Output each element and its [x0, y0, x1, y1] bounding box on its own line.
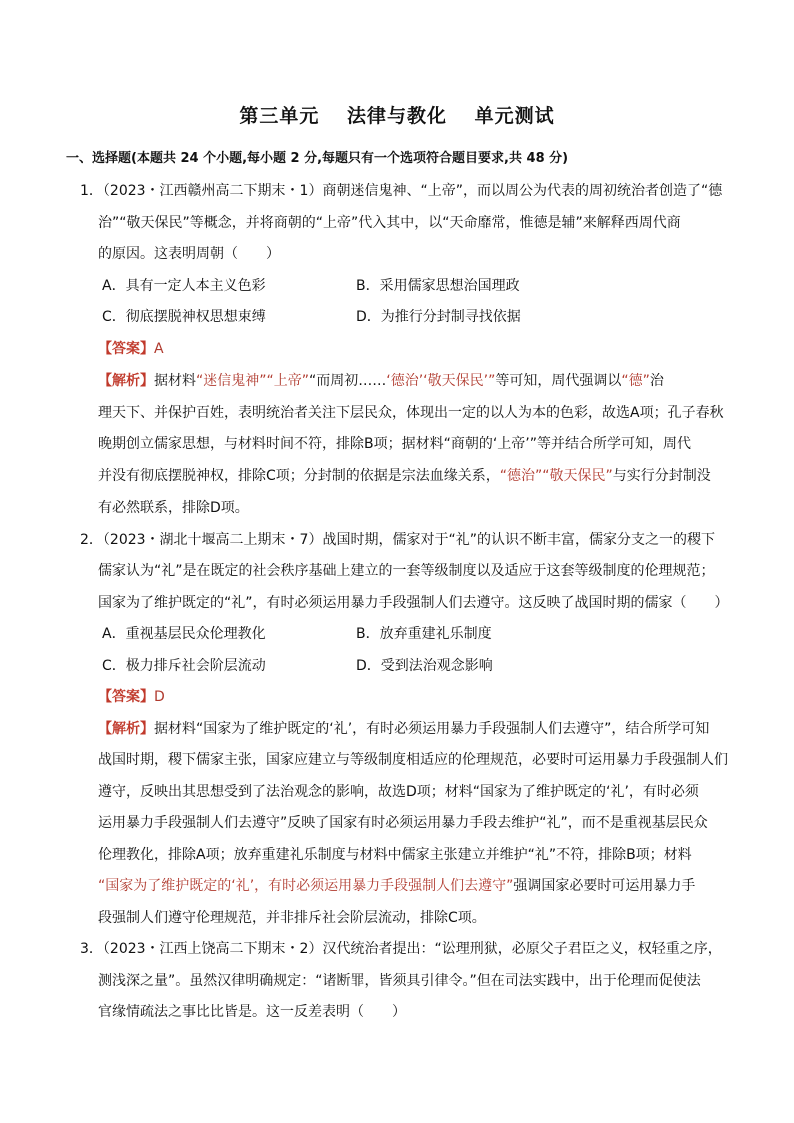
q2-analysis-text: 强调国家必要时可运用暴力手	[513, 878, 696, 894]
q2-option-c: C．极力排斥社会阶层流动	[102, 658, 266, 674]
title-unit: 第三单元	[239, 105, 320, 127]
q1-analysis-text: 与实行分封制没	[612, 468, 711, 484]
q1-answer	[98, 338, 164, 360]
q1-analysis-quote: “德治”“敬天保民”	[499, 468, 613, 484]
q1-analysis-line-4	[98, 465, 711, 487]
q1-stem-line-2: 治”“敬天保民”等概念，并将商朝的“上帝”代入其中，以“天命靡常，惟德是辅”来解释西周代商	[98, 215, 681, 231]
q1-option-a: A．具有一定人本主义色彩	[102, 278, 266, 294]
q2-option-a: A．重视基层民众伦理教化	[102, 626, 266, 642]
q2-analysis-line-2: 战国时期，稷下儒家主张，国家应建立与等级制度相适应的伦理规范，必要时可运用暴力手段强制人们	[98, 752, 728, 768]
q2-analysis-tag: 【解析】	[98, 721, 154, 737]
q2-option-d: D．受到法治观念影响	[356, 658, 493, 674]
title-test: 单元测试	[474, 105, 555, 127]
q1-stem-line-1: 1．（2023・江西赣州高二下期末・1）商朝迷信鬼神、“上帝”，而以周公为代表的周初统治者创造了“德	[80, 183, 723, 199]
q1-stem-line-3: 的原因。这表明周朝（ ）	[98, 246, 280, 262]
q1-analysis-line-2: 理天下、并保护百姓，表明统治者关注下层民众，体现出一定的以人为本的色彩，故选A项；孔子春秋	[98, 405, 724, 421]
q1-analysis-text: 并没有彻底摆脱神权，排除C项；分封制的依据是宗法血缘关系，	[98, 468, 500, 484]
q2-answer-value: D	[154, 689, 165, 705]
page-title	[0, 101, 794, 128]
q2-option-b: B．放弃重建礼乐制度	[356, 626, 492, 642]
q2-stem-line-3: 国家为了维护既定的“礼”，有时必须运用暴力手段强制人们去遵守。这反映了战国时期的儒家（ ）	[98, 595, 729, 611]
q2-analysis-line-5: 伦理教化，排除A项；放弃重建礼乐制度与材料中儒家主张建立并维护“礼”不符，排除B项；材料	[98, 847, 692, 863]
q2-analysis-line-4: 运用暴力手段强制人们去遵守”反映了国家有时必须运用暴力手段去维护“礼”，而不是重视基层民众	[98, 815, 708, 831]
q2-analysis-line-3: 遵守，反映出其思想受到了法治观念的影响，故选D项；材料“国家为了维护既定的‘礼’，有时必须	[98, 784, 699, 800]
q3-stem-line-2: 测浅深之量”。虽然汉律明确规定：“诸断罪，皆须具引律令。”但在司法实践中，出于伦理而促使法	[98, 973, 701, 989]
q1-analysis-quote: ‘德治’‘敬天保民’”	[386, 373, 496, 389]
q1-analysis-line-3: 晚期创立儒家思想，与材料时间不符，排除B项；据材料“商朝的‘上帝’”等并结合所学可知，周代	[98, 436, 692, 452]
q1-analysis-quote: “迷信鬼神”“上帝”	[196, 373, 310, 389]
q1-analysis-quote: “德”	[621, 373, 650, 389]
q1-answer-tag: 【答案】	[98, 341, 154, 357]
q2-analysis-line-7: 段强制人们遵守伦理规范，并非排斥社会阶层流动，排除C项。	[98, 910, 486, 926]
q1-analysis-text: 据材料	[154, 373, 196, 389]
q1-analysis-text: “而周初……	[309, 373, 387, 389]
q2-analysis-line-6	[98, 875, 695, 897]
q1-option-b: B．采用儒家思想治国理政	[356, 278, 520, 294]
q1-option-d: D．为推行分封制寻找依据	[356, 309, 521, 325]
q2-analysis-line-1	[98, 718, 709, 740]
q1-analysis-text: 等可知，周代强调以	[495, 373, 622, 389]
q1-answer-value: A	[154, 341, 164, 357]
section-heading: 一、选择题(本题共 24 个小题,每小题 2 分,每题只有一个选项符合题目要求,共 48 分)	[66, 151, 569, 166]
title-topic: 法律与教化	[346, 105, 447, 127]
q3-stem-line-1: 3．（2023・江西上饶高二下期末・2）汉代统治者提出：“讼理刑狱，必原父子君臣之义，权轻重之序，	[80, 941, 722, 957]
q1-analysis-line-5: 有必然联系，排除D项。	[98, 500, 249, 516]
q1-analysis-tag: 【解析】	[98, 373, 154, 389]
q1-analysis-text: 治	[649, 373, 664, 389]
q2-answer	[98, 686, 165, 708]
q2-stem-line-1: 2．（2023・湖北十堰高二上期末・7）战国时期，儒家对于“礼”的认识不断丰富，儒家分支之一的稷下	[80, 532, 715, 548]
q2-answer-tag: 【答案】	[98, 689, 154, 705]
q2-stem-line-2: 儒家认为“礼”是在既定的社会秩序基础上建立的一套等级制度以及适应于这套等级制度的伦理规范；	[98, 563, 715, 579]
q1-analysis-line-1	[98, 370, 664, 392]
q3-stem-line-3: 官缘情疏法之事比比皆是。这一反差表明（ ）	[98, 1004, 406, 1020]
q1-option-c: C．彻底摆脱神权思想束缚	[102, 309, 266, 325]
q2-analysis-quote: “国家为了维护既定的‘礼’，有时必须运用暴力手段强制人们去遵守”	[98, 878, 514, 894]
q2-analysis-text: 据材料“国家为了维护既定的‘礼’，有时必须运用暴力手段强制人们去遵守”，结合所学可知	[154, 721, 710, 737]
